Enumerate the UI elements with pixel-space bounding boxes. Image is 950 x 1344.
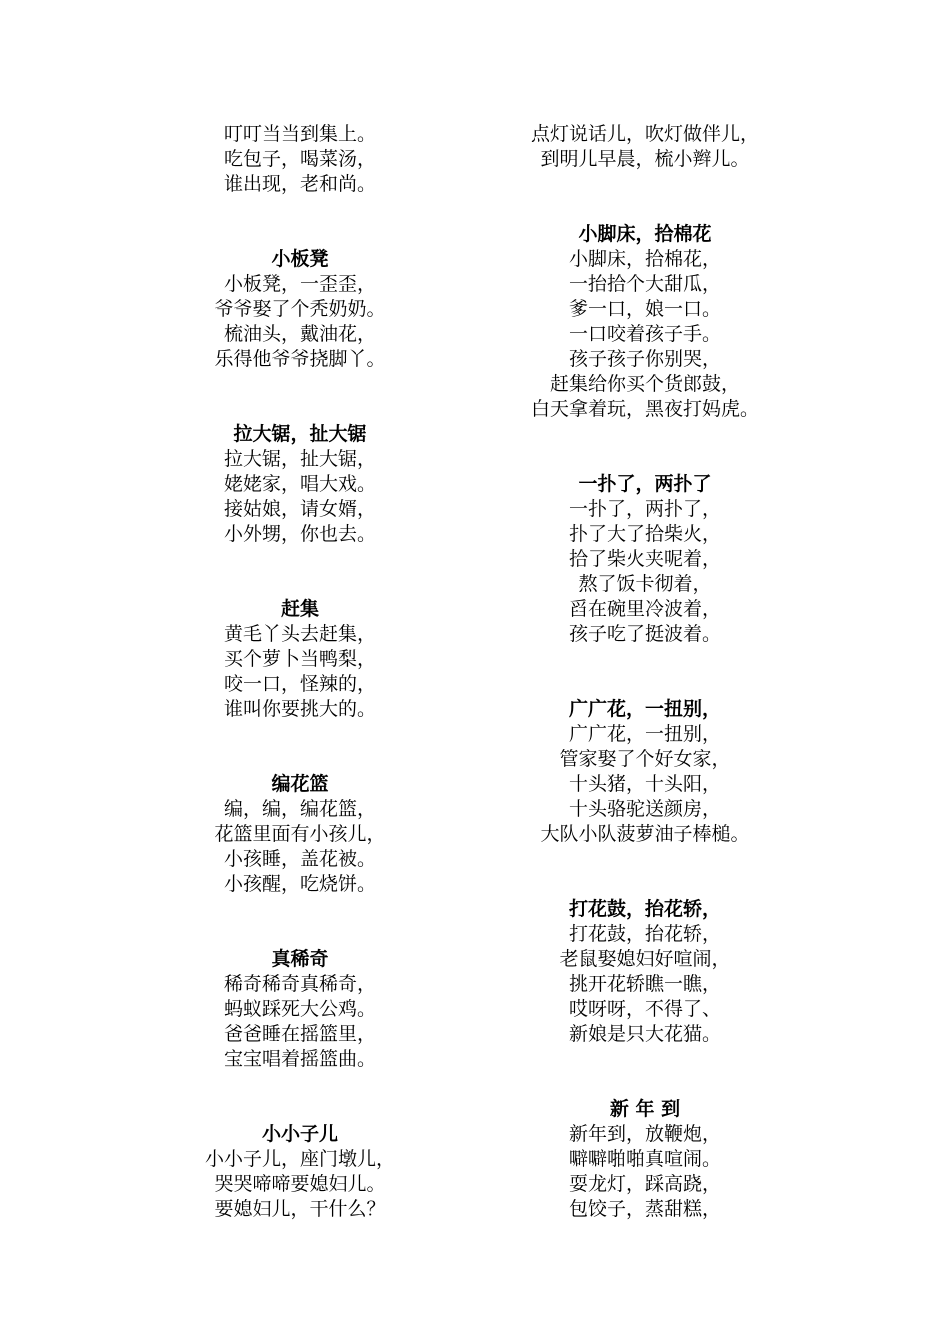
poem-block	[130, 772, 470, 897]
poem-line: 熬了饭卡彻着，	[578, 573, 712, 595]
poem-line: 点灯说话儿，吹灯做伴儿，	[530, 123, 759, 145]
poem-line: 接姑娘，请女婿，	[223, 498, 376, 520]
poem-line: 蚂蚁踩死大公鸡。	[223, 998, 376, 1020]
poem-title: 打花鼓，抬花轿，	[568, 898, 721, 920]
poem-line: 小外甥，你也去。	[223, 523, 376, 545]
poem-title: 编花篮	[271, 773, 329, 795]
poem-line: 谁叫你要挑大的。	[223, 698, 376, 720]
poem-line: 挑开花轿瞧一瞧，	[568, 973, 721, 995]
poem-block	[475, 222, 815, 422]
poem-line: 一口咬着孩子手。	[568, 323, 721, 345]
poem-line: 爷爷娶了个秃奶奶。	[214, 298, 386, 320]
poem-line: 小孩醒，吃烧饼。	[223, 873, 376, 895]
poem-line: 要媳妇儿，干什么？	[214, 1198, 386, 1220]
poem-block	[130, 422, 470, 547]
poem-line: 赶集给你买个货郎鼓，	[549, 373, 740, 395]
poem-line: 咬一口，怪辣的，	[223, 673, 376, 695]
poem-block	[130, 122, 470, 197]
poem-line: 孩子吃了挺波着。	[568, 623, 721, 645]
poem-block	[475, 1097, 815, 1222]
poem-line: 一扑了，两扑了，	[568, 498, 721, 520]
poem-title: 小小子儿	[261, 1123, 338, 1145]
poem-line: 大队小队菠萝油子棒槌。	[540, 823, 750, 845]
poem-line: 十头骆驼送颜房，	[568, 798, 721, 820]
poem-line: 编，编，编花篮，	[223, 798, 376, 820]
poem-block	[475, 697, 815, 847]
poem-line: 十头猪，十头阳，	[568, 773, 721, 795]
poem-title: 拉大锯，扯大锯	[233, 423, 367, 445]
poem-line: 叮叮当当到集上。	[223, 123, 376, 145]
poem-line: 管家娶了个好女家，	[559, 748, 731, 770]
poem-line: 吃包子，喝菜汤，	[223, 148, 376, 170]
poem-line: 打花鼓，抬花轿，	[568, 923, 721, 945]
poem-line: 新年到，放鞭炮，	[568, 1123, 721, 1145]
poem-block	[475, 122, 815, 172]
poem-title: 小脚床，拾棉花	[578, 223, 712, 245]
poem-title: 新 年 到	[609, 1098, 681, 1120]
poem-line: 稀奇稀奇真稀奇，	[223, 973, 376, 995]
poem-line: 梳油头，戴油花，	[223, 323, 376, 345]
poem-line: 广广花，一扭别，	[568, 723, 721, 745]
poem-line: 花篮里面有小孩儿，	[214, 823, 386, 845]
right-column	[475, 122, 815, 1222]
poem-line: 拉大锯，扯大锯，	[223, 448, 376, 470]
poem-line: 小小子儿，座门墩儿，	[204, 1148, 395, 1170]
poem-line: 宝宝唱着摇篮曲。	[223, 1048, 376, 1070]
poem-line: 黄毛丫头去赶集，	[223, 623, 376, 645]
poem-line: 到明儿早晨，梳小辫儿。	[540, 148, 750, 170]
poem-line: 噼噼啪啪真喧闹。	[568, 1148, 721, 1170]
poem-title: 真稀奇	[271, 948, 329, 970]
poem-line: 耍龙灯，踩高跷，	[568, 1173, 721, 1195]
poem-line: 小板凳，一歪歪，	[223, 273, 376, 295]
poem-block	[130, 247, 470, 372]
poem-line: 新娘是只大花猫。	[568, 1023, 721, 1045]
poem-line: 舀在碗里冷波着，	[568, 598, 721, 620]
poem-title: 一扑了，两扑了	[578, 473, 712, 495]
poem-line: 爹一口，娘一口。	[568, 298, 721, 320]
poem-line: 包饺子，蒸甜糕，	[568, 1198, 721, 1220]
poem-line: 谁出现，老和尚。	[223, 173, 376, 195]
poem-line: 老鼠娶媳妇好喧闹，	[559, 948, 731, 970]
poem-block	[130, 947, 470, 1072]
poem-line: 姥姥家，唱大戏。	[223, 473, 376, 495]
poem-title: 广广花，一扭别，	[568, 698, 721, 720]
left-column	[130, 122, 470, 1222]
poem-line: 小孩睡，盖花被。	[223, 848, 376, 870]
poem-line: 孩子孩子你别哭，	[568, 348, 721, 370]
poem-block	[130, 597, 470, 722]
poem-line: 白天拿着玩，黑夜打妈虎。	[530, 398, 759, 420]
poem-line: 爸爸睡在摇篮里，	[223, 1023, 376, 1045]
poem-line: 扑了大了拾柴火，	[568, 523, 721, 545]
poem-title: 小板凳	[271, 248, 329, 270]
poem-block	[475, 897, 815, 1047]
poem-block	[475, 472, 815, 647]
poem-line: 乐得他爷爷挠脚丫。	[214, 348, 386, 370]
poem-line: 哭哭啼啼要媳妇儿。	[214, 1173, 386, 1195]
poem-line: 小脚床，拾棉花，	[568, 248, 721, 270]
poem-line: 拾了柴火夹呢着，	[568, 548, 721, 570]
poem-line: 哎呀呀，不得了、	[568, 998, 721, 1020]
poem-title: 赶集	[280, 598, 319, 620]
poem-line: 买个萝卜当鸭梨，	[223, 648, 376, 670]
poem-line: 一抬拾个大甜瓜，	[568, 273, 721, 295]
poem-block	[130, 1122, 470, 1222]
